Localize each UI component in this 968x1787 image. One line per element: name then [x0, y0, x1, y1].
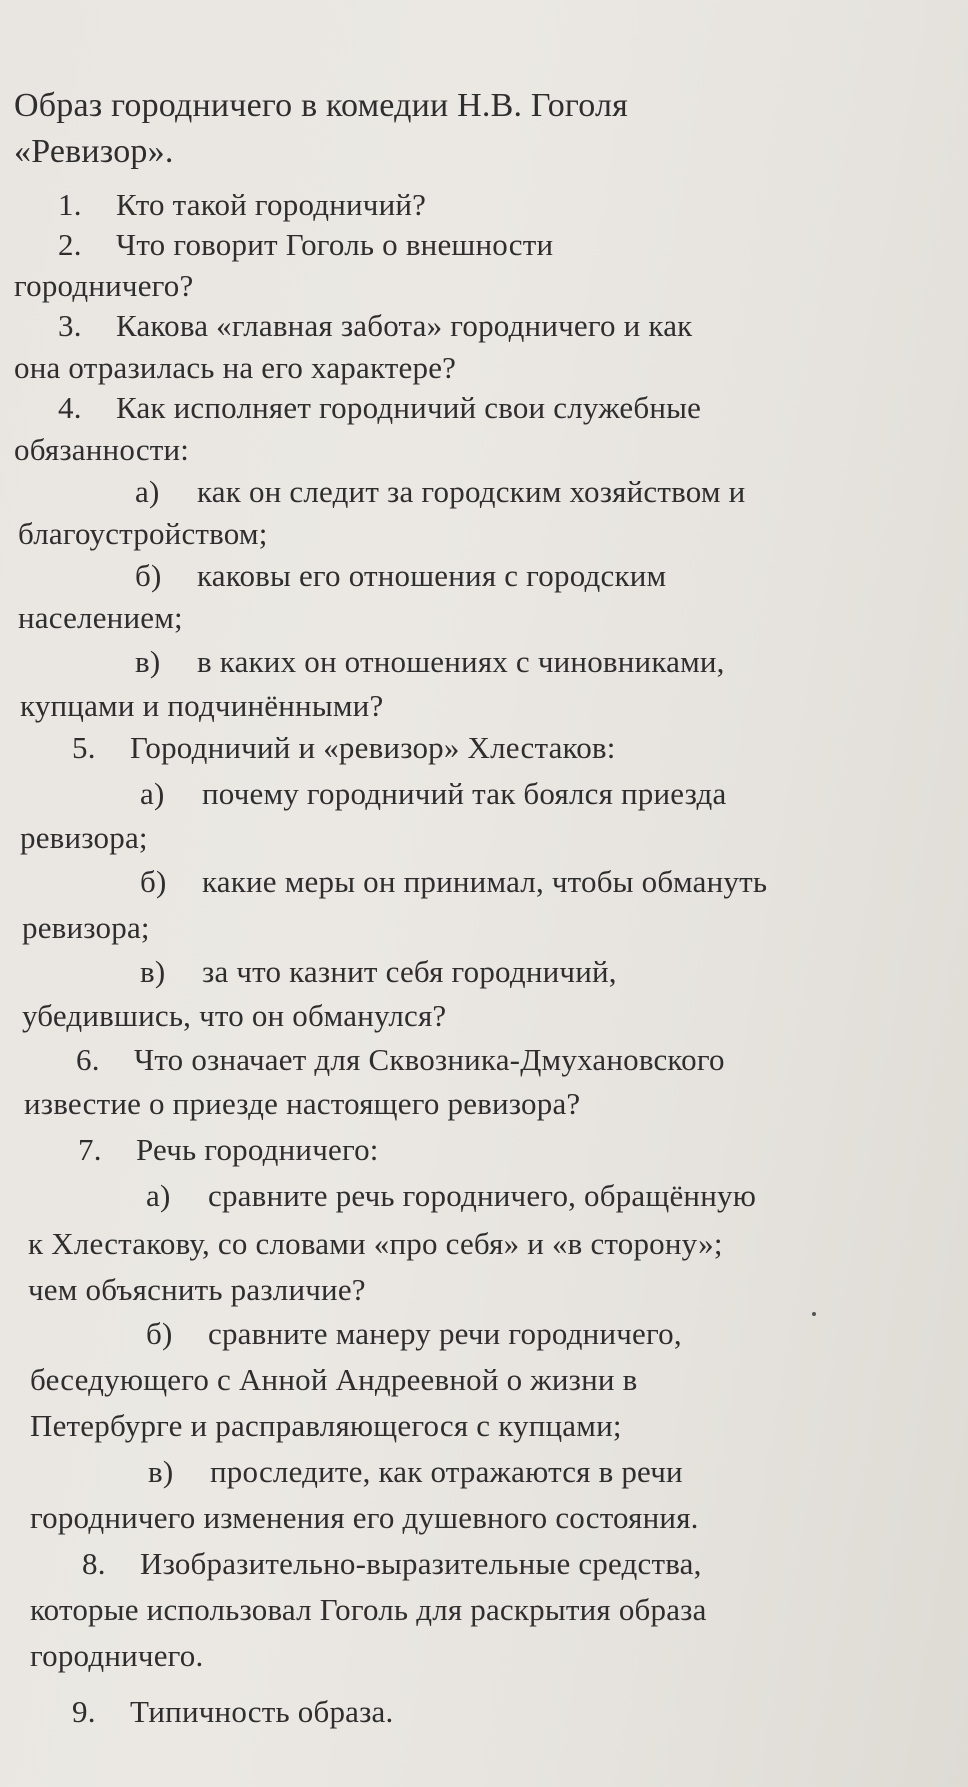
question-4b-continuation: населением; — [18, 600, 183, 635]
question-number: 6. — [76, 1042, 100, 1077]
question-number: 4. — [58, 390, 82, 425]
question-4-continuation: обязанности: — [14, 432, 190, 467]
question-number: 5. — [72, 730, 96, 765]
document-title-line-2: «Ревизор». — [14, 133, 174, 170]
question-5a — [140, 774, 726, 814]
subitem-label: б) — [135, 558, 162, 593]
question-number: 2. — [58, 227, 82, 262]
subitem-text: в каких он отношениях с чиновниками, — [197, 644, 725, 679]
question-4b — [135, 556, 666, 596]
question-7b — [146, 1314, 682, 1354]
question-8-continuation-2: городничего. — [30, 1638, 204, 1673]
question-3-continuation: она отразилась на его характере? — [14, 350, 457, 385]
question-number: 8. — [82, 1546, 106, 1581]
question-text: Типичность образа. — [130, 1694, 394, 1729]
subitem-label: б) — [140, 864, 167, 899]
question-7b-continuation-1: беседующего с Анной Андреевной о жизни в — [30, 1362, 638, 1397]
question-7b-continuation-2: Петербурге и расправляющегося с купцами; — [30, 1408, 622, 1443]
question-4 — [58, 388, 701, 428]
question-number: 9. — [72, 1694, 96, 1729]
question-7c — [148, 1452, 683, 1492]
question-7a — [146, 1176, 756, 1216]
question-5b-continuation: ревизора; — [22, 910, 150, 945]
question-text: Городничий и «ревизор» Хлестаков: — [130, 730, 616, 765]
question-9 — [72, 1692, 393, 1732]
subitem-text: за что казнит себя городничий, — [202, 954, 617, 989]
subitem-text: сравните манеру речи городничего, — [208, 1316, 682, 1351]
subitem-text: сравните речь городничего, обращённую — [208, 1178, 757, 1213]
question-text: Как исполняет городничий свои служебные — [116, 390, 702, 425]
question-7a-continuation-2: чем объяснить различие? — [28, 1272, 366, 1307]
question-5b — [140, 862, 767, 902]
question-7a-continuation-1: к Хлестакову, со словами «про себя» и «в сторону»; — [28, 1226, 723, 1261]
question-8-continuation-1: которые использовал Гоголь для раскрытия образа — [30, 1592, 707, 1627]
question-1 — [58, 185, 426, 225]
question-7 — [78, 1130, 379, 1170]
question-7c-continuation: городничего изменения его душевного состояния. — [30, 1500, 699, 1535]
subitem-label: а) — [146, 1178, 171, 1213]
question-text: Что означает для Сквозника-Дмухановского — [134, 1042, 725, 1077]
question-6-continuation: известие о приезде настоящего ревизора? — [24, 1086, 581, 1121]
question-text: Речь городничего: — [136, 1132, 379, 1167]
subitem-label: в) — [135, 644, 161, 679]
question-number: 3. — [58, 308, 82, 343]
question-5c-continuation: убедившись, что он обманулся? — [22, 998, 447, 1033]
question-4a — [135, 472, 745, 512]
subitem-text: почему городничий так боялся приезда — [202, 776, 727, 811]
subitem-label: а) — [135, 474, 160, 509]
question-4c — [135, 642, 725, 682]
subitem-label: в) — [140, 954, 166, 989]
subitem-label: в) — [148, 1454, 174, 1489]
question-4a-continuation: благоустройством; — [18, 516, 268, 551]
question-5a-continuation: ревизора; — [20, 820, 148, 855]
question-text: Что говорит Гоголь о внешности — [116, 227, 554, 262]
question-number: 7. — [78, 1132, 102, 1167]
question-2 — [58, 225, 553, 265]
subitem-label: а) — [140, 776, 165, 811]
document-title-line-1: Образ городничего в комедии Н.В. Гоголя — [14, 87, 628, 124]
question-5c — [140, 952, 617, 992]
question-6 — [76, 1040, 725, 1080]
question-5 — [72, 728, 616, 768]
question-2-continuation: городничего? — [14, 268, 194, 303]
question-4c-continuation: купцами и подчинёнными? — [20, 688, 384, 723]
question-text: Изобразительно-выразительные средства, — [140, 1546, 702, 1581]
paper-speck — [812, 1312, 816, 1316]
question-text: Кто такой городничий? — [116, 187, 427, 222]
subitem-label: б) — [146, 1316, 173, 1351]
subitem-text: какие меры он принимал, чтобы обмануть — [202, 864, 768, 899]
question-8 — [82, 1544, 702, 1584]
subitem-text: каковы его отношения с городским — [197, 558, 667, 593]
question-number: 1. — [58, 187, 82, 222]
question-3 — [58, 306, 692, 346]
subitem-text: как он следит за городским хозяйством и — [197, 474, 746, 509]
subitem-text: проследите, как отражаются в речи — [210, 1454, 683, 1489]
question-text: Какова «главная забота» городничего и как — [116, 308, 693, 343]
